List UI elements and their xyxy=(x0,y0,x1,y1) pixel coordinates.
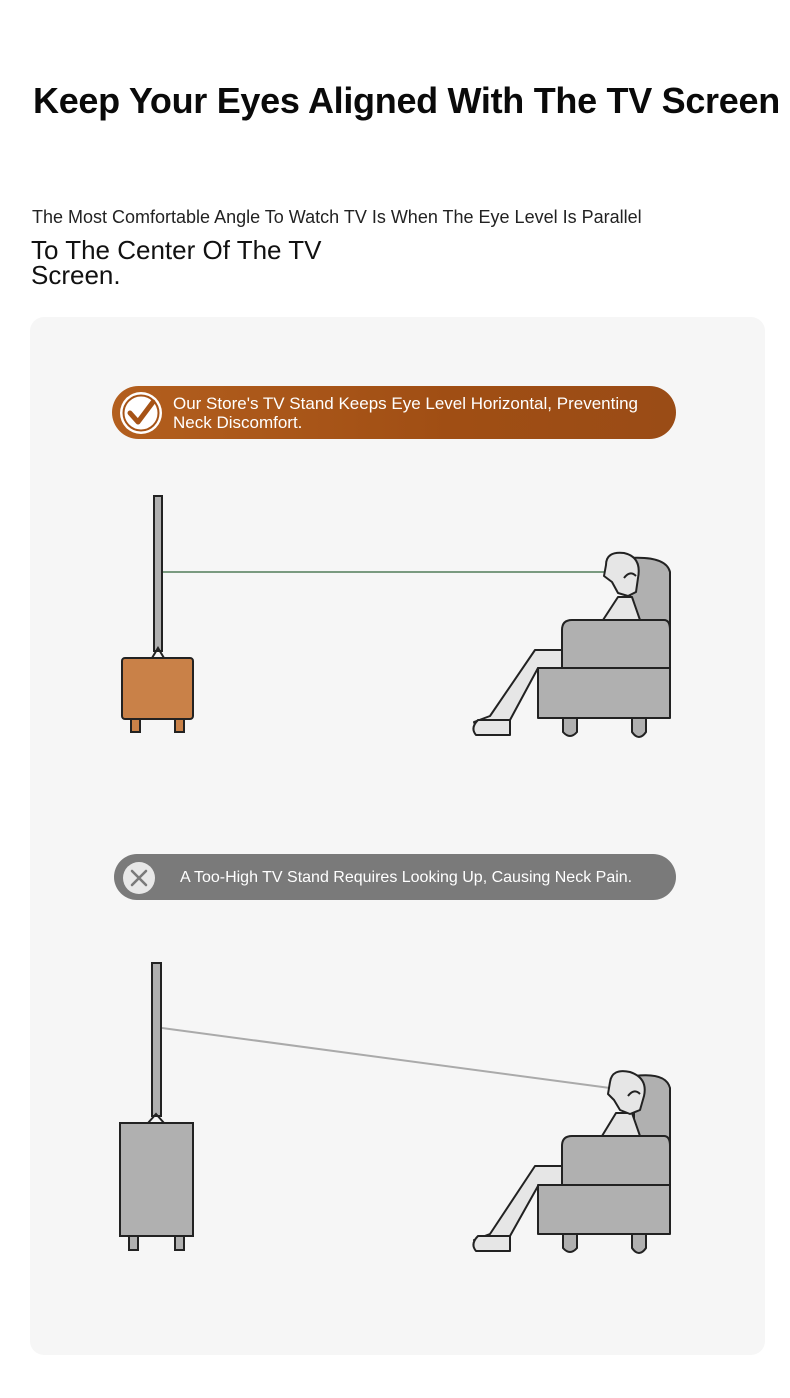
tv-icon xyxy=(148,963,164,1123)
bad-caption: A Too-High TV Stand Requires Looking Up, Causing Neck Pain. xyxy=(180,869,633,886)
upward-sightline xyxy=(162,1028,610,1088)
subtitle-line-2: To The Center Of The TV Screen. xyxy=(31,235,322,290)
subtitle-line-1: The Most Comfortable Angle To Watch TV Is When The Eye Level Is Parallel xyxy=(32,207,642,227)
tall-tv-stand-icon xyxy=(120,1123,193,1250)
page-title: Keep Your Eyes Aligned With The TV Screen xyxy=(33,80,780,121)
good-caption: Our Store's TV Stand Keeps Eye Level Horizontal, Preventing Neck Discomfort. xyxy=(173,394,639,432)
seated-person-icon xyxy=(473,1071,670,1253)
